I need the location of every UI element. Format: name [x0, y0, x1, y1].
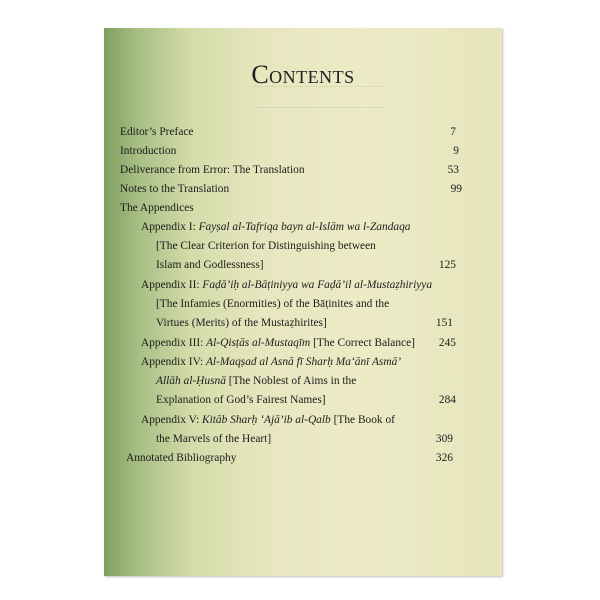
toc-entry-deliverance[interactable]: Deliverance from Error: The Translation: [120, 164, 305, 176]
appendix-2-subtitle-line: Virtues (Merits) of the Mustaẓhirites]: [156, 317, 327, 329]
appendix-5-subtitle-line: the Marvels of the Heart]: [156, 433, 272, 445]
appendix-1-subtitle-line: [The Clear Criterion for Distinguishing between: [156, 240, 376, 252]
appendix-4-subtitle-line: [156, 374, 356, 388]
toc-entry-notes[interactable]: Notes to the Translation: [120, 183, 230, 195]
toc-entry-appendices[interactable]: The Appendices: [120, 202, 194, 214]
toc-entry-appendix-5[interactable]: [141, 413, 395, 427]
appendix-4-title: Al-Maqṣad al Asnā fī Sharḥ Ma‘ānī Asmā’: [205, 356, 402, 368]
toc-page-appendix-5: 309: [435, 433, 453, 445]
appendix-2-title: Faḍā’iḥ al-Bāṭiniyya wa Faḍā’il al-Mustaẓhiriyya: [202, 279, 433, 291]
appendix-3-translation: [The Correct Balance]: [310, 337, 415, 349]
appendix-2-label: Appendix II:: [141, 279, 203, 291]
toc-entry-appendix-3[interactable]: [141, 336, 415, 350]
toc-page-appendix-2: 151: [435, 317, 453, 329]
appendix-1-title: Fayṣal al-Tafriqa bayn al-Islām wa l-Zandaqa: [198, 221, 411, 233]
toc-page-appendix-4: 284: [438, 394, 456, 406]
toc-page-bibliography: 326: [435, 452, 453, 464]
toc-entry-bibliography[interactable]: Annotated Bibliography: [126, 452, 237, 464]
page-title: Contents: [251, 60, 355, 89]
toc-entry-appendix-1[interactable]: [141, 220, 410, 234]
toc-entry-appendix-2[interactable]: [141, 278, 432, 292]
appendix-1-subtitle-line: Islam and Godlessness]: [156, 259, 264, 271]
toc-entry-introduction[interactable]: Introduction: [120, 145, 177, 157]
appendix-3-title: Al-Qisṭās al-Mustaqīm: [206, 337, 311, 349]
appendix-4-title-cont: Allāh al-Ḥusnā: [156, 375, 226, 387]
appendix-3-label: Appendix III:: [141, 337, 207, 349]
appendix-4-translation: [The Noblest of Aims in the: [225, 375, 357, 387]
toc-page-editors-preface: 7: [450, 126, 456, 138]
appendix-5-label: Appendix V:: [141, 414, 202, 426]
book-page: [104, 28, 502, 576]
appendix-4-label: Appendix IV:: [141, 356, 206, 368]
appendix-1-label: Appendix I:: [141, 221, 199, 233]
toc-page-appendix-1: 125: [438, 259, 456, 271]
toc-entry-appendix-4[interactable]: [141, 355, 401, 369]
appendix-2-subtitle-line: [The Infamies (Enormities) of the Bāṭinites and the: [156, 298, 390, 310]
toc-page-deliverance: 53: [447, 164, 459, 176]
toc-page-appendix-3: 245: [438, 337, 456, 349]
bleed-through-text: [254, 86, 384, 108]
appendix-5-translation: [The Book of: [330, 414, 395, 426]
appendix-5-title: Kitāb Sharḥ ‘Ajā’ib al-Qalb: [201, 414, 331, 426]
appendix-4-subtitle-line: Explanation of God’s Fairest Names]: [156, 394, 326, 406]
toc-entry-editors-preface[interactable]: Editor’s Preface: [120, 126, 194, 138]
toc-page-notes: 99: [450, 183, 462, 195]
toc-page-introduction: 9: [453, 145, 459, 157]
